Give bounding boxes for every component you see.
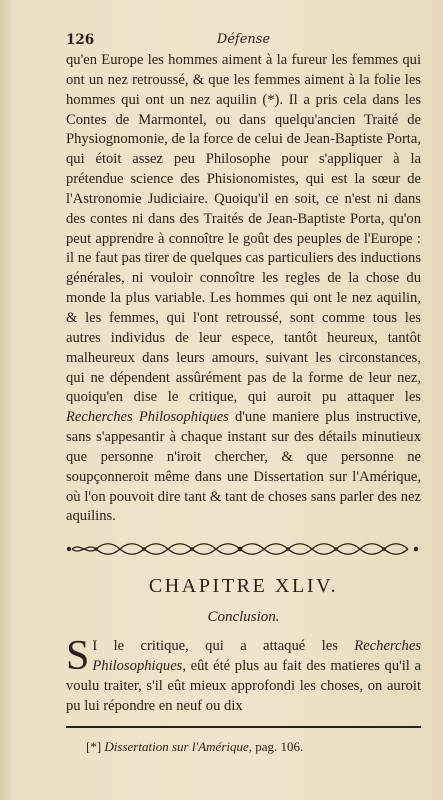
book-title-reference-2: Recherches Philosophiques (92, 638, 421, 675)
page-number: 126 (66, 32, 95, 48)
chapter-text-end: , eût été plus au fait des matieres qu'il a voulu traiter, s'il eût mieux approfondi les choses, on auroit pu lui répondre en neuf ou dix (66, 658, 421, 714)
body-paragraph (66, 51, 421, 527)
drop-cap: S (66, 633, 90, 680)
running-title: Défense (216, 32, 271, 47)
chapter-heading: CHAPITRE XLIV. (148, 575, 339, 598)
footnote-page-ref: , pag. 106. (248, 738, 304, 754)
footnote-source: Dissertation sur l'Amérique (104, 738, 249, 754)
decorative-ornament (66, 541, 421, 557)
body-text-end: d'une maniere plus instructive, sans s'appesantir à chaque instant sur des détails minutieux que personne n'iroit chercher, & que personne ne soupçonneroit même dans une Dissertation sur l'Amérique, où l'on pouvoit dire tant & tant de choses sans parler des nez aquilins. (66, 409, 421, 525)
footnote-rule (66, 726, 421, 728)
footnote (86, 739, 421, 755)
chapter-text-start: I le critique, qui a attaqué les (92, 638, 355, 655)
body-text-main: qu'en Europe les hommes aiment à la fureur les femmes qui ont un nez retroussé, & que les femmes aiment à la folie les hommes qui ont un nez aquilin (*). Il a pris cela dans les Contes de Marmontel, ou dans quelqu'ancien Traité de Physiognomonie, de la force de celui de Jean-Baptiste Porta, qui étoit assez peu Philosophe pour s'appliquer à la prétendue science des Phisionomistes, qui est la sœur de l'Astronomie Judiciaire. Quoiqu'il en soit, ce n'est ni dans des contes ni dans des Traités de Jean-Baptiste Porta, qu'on peut apprendre à connoître le goût des peuples de l'Europe : il ne faut pas tirer de quelques cas particuliers des inductions générales, ni vouloir connoître les regles de la chose du monde la plus variable. Les hommes qui ont le nez aquilin, & les femmes, qui l'ont retroussé, sont comme tous les autres individus de leur espece, tantôt heureux, tantôt malheureux dans leurs amours, suivant les circonstances, qui ne dépendent assûrément pas de la forme de leur nez, quoiqu'en dise le critique, qui auroit pu attaquer les (66, 52, 422, 406)
footnote-marker: [*] (86, 738, 102, 754)
chapter-paragraph (66, 633, 421, 716)
running-head (66, 32, 421, 50)
chapter-title: Conclusion. (207, 609, 280, 626)
book-title-reference: Recherches Philosophiques (66, 409, 229, 426)
